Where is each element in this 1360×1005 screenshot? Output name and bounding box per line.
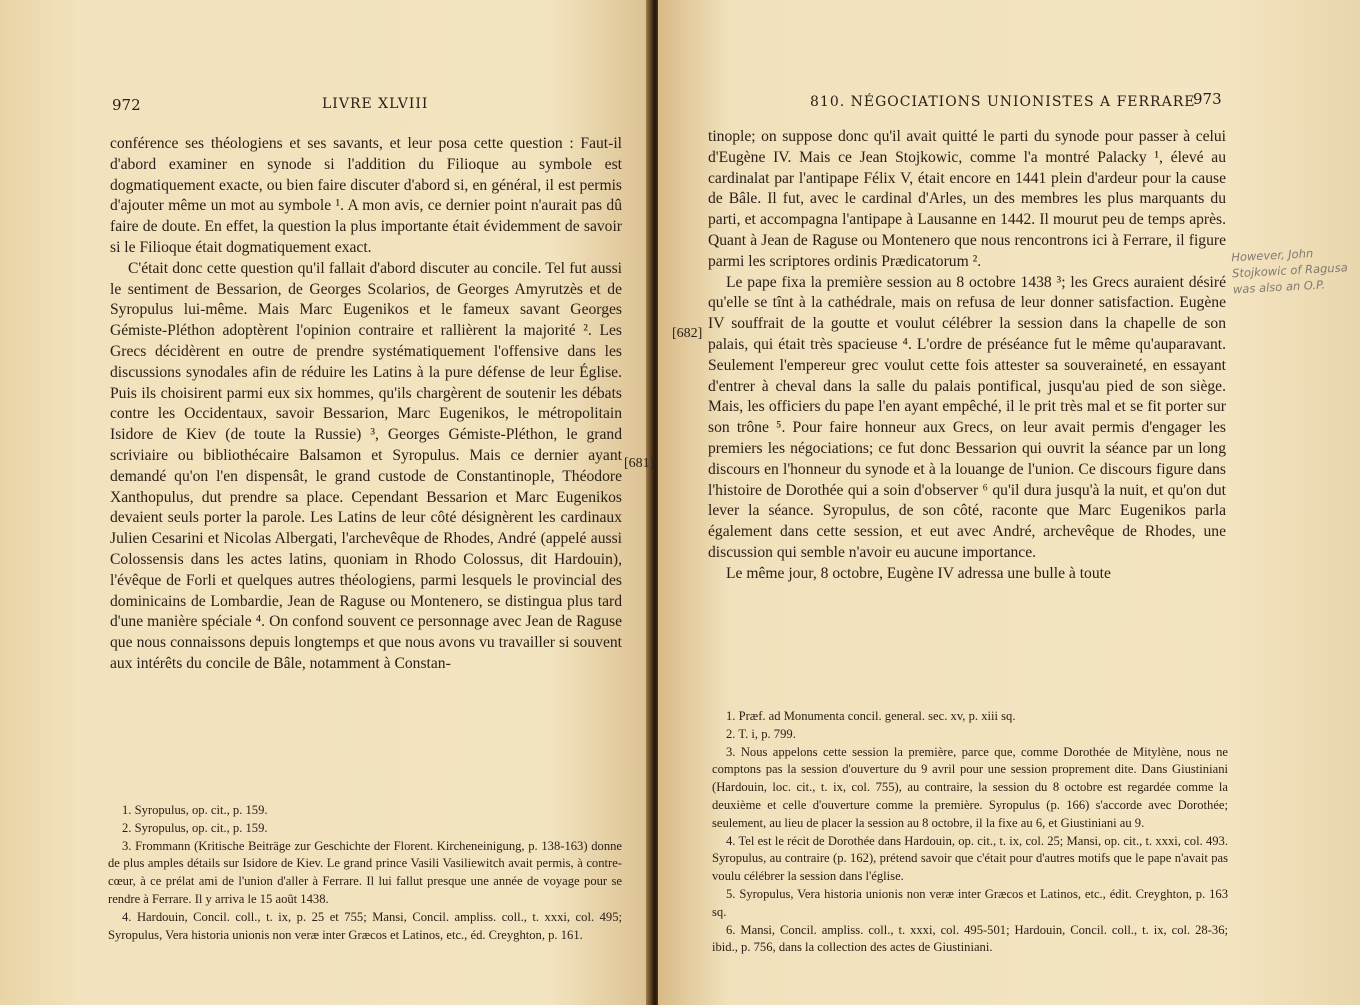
footnote: 4. Hardouin, Concil. coll., t. ix, p. 25 et 755; Mansi, Concil. ampliss. coll., t. xxxi, col. 495; Syropulus, Vera historia unionis non veræ inter Græcos et Latinos, etc., éd. Creyghton, p. 161. — [108, 909, 622, 942]
paragraph: Le même jour, 8 octobre, Eugène IV adressa une bulle à toute — [726, 564, 1111, 582]
footnotes-right — [712, 708, 1228, 957]
footnote: 4. Tel est le récit de Dorothée dans Hardouin, op. cit., t. ix, col. 25; Mansi, op. cit., t. xxxi, col. 493. Syropulus, au contraire (p. 162), prétend savoir que c'était pour d'autres motifs que le pape n'avait pas voulu célébrer la session dans l'église. — [712, 833, 1228, 884]
paragraph: Le pape fixa la première session au 8 octobre 1438 ³; les Grecs auraient désiré qu'elle se tînt à la cathédrale, mais on refusa de leur donner satisfaction. Eugène IV souffrait de la goutte et voulut célébrer la session dans la chapelle de son palais, qui était très spacieuse ⁴. L'ordre de préséance fut le même qu'auparavant. Seulement l'empereur grec voulut cette fois attester sa souveraineté, en essayant d'entrer à cheval dans la salle du palais pontifical, jusqu'au pied de son siège. Mais, les officiers du pape l'en ayant empêché, il le prit très mal et se fit porter sur son trône ⁵. Pour faire honneur aux Grecs, on leur avait permis d'engager les premiers les négociations; ce fut donc Bessarion qui ouvrit la séance par un long discours en l'honneur du synode et à la louange de l'union. Ce discours figure dans l'histoire de Dorothée qui a soin d'observer ⁶ qu'il dura jusqu'à la nuit, et qu'on dut lever la séance. Syropulus, de son côté, raconte que Marc Eugenikos parla également dans cette session, et eut avec André, archevêque de Rhodes, une discussion qui semble n'avoir eu aucune importance. — [708, 273, 1226, 561]
running-head-left: LIVRE XLVIII — [322, 96, 429, 112]
footnote: 2. T. i, p. 799. — [726, 726, 796, 741]
body-text-right — [708, 127, 1226, 585]
page-number-right: 973 — [1193, 90, 1222, 108]
right-page — [658, 0, 1360, 1005]
footnote: 3. Frommann (Kritische Beiträge zur Geschichte der Florent. Kircheneinigung, p. 138-163) donne de plus amples détails sur Isidore de Kiev. Le grand prince Vasili Vasiliewitch avait permis, à contre-cœur, à ce prélat ami de l'union d'aller à Ferrare. Il lui fallut presque une année de voyage pour se rendre à Ferrare. Il y arriva le 15 août 1438. — [108, 838, 622, 906]
footnote: 3. Nous appelons cette session la première, parce que, comme Dorothée de Mitylène, nous ne comptons pas la session d'ouverture du 9 avril pour une session proprement dite. Dans Giustiniani (Hardouin, loc. cit., t. ix, col. 755), au contraire, la session du 8 octobre est regardée comme la deuxième et celle d'ouverture comme la première. Syropulus (p. 166) s'accorde avec Dorothée; seulement, au lieu de placer la session au 8 octobre, il la fixe au 6, et Giustiniani au 9. — [712, 744, 1228, 830]
footnote: 5. Syropulus, Vera historia unionis non veræ inter Græcos et Latinos, etc., édit. Creyghton, p. 163 sq. — [712, 886, 1228, 919]
margin-marker-682: [682] — [672, 326, 703, 341]
paragraph: C'était donc cette question qu'il fallait d'abord discuter au concile. Tel fut aussi le sentiment de Bessarion, de Georges Scolarios, de Georges Amyrutzès et de Syropulus lui-même. Mais Marc Eugenikos et le fameux savant Georges Gémiste-Pléthon adoptèrent l'opinion contraire et rallièrent la majorité ². Les Grecs décidèrent en outre de prendre systématiquement l'offensive dans les discussions synodales afin de réduire les Latins à la pure défense de leur Église. Puis ils choisirent parmi eux six hommes, qu'ils chargèrent de soutenir les débats contre les Occidentaux, savoir Bessarion, Marc Eugenikos, le métropolitain Isidore de Kiev (de toute la Russie) ³, Georges Gémiste-Pléthon, le grand scriviaire ou bibliothécaire Balsamon et Syropulus. Mais ce dernier ayant demandé qu'on l'en dispensât, le grand custode de Constantinople, Théodore Xanthopulus, dut prendre sa place. Cependant Bessarion et Marc Eugenikos devaient seuls porter la parole. Les Latins de leur côté désignèrent les cardinaux Julien Cesarini et Nicolas Albergati, l'archevêque de Rhodes, André (appelé aussi Colossensis dans les actes latins, quoniam in Rhodo Colossus, dit Hardouin), l'évêque de Forli et quelques autres théologiens, parmi lesquels le provincial des dominicains de Lombardie, Jean de Raguse ou Montenero, se distingua plus tard d'une manière spéciale ⁴. On confond souvent ce personnage avec Jean de Raguse que nous connaissons depuis longtemps et que nous avons vu travailler si souvent aux intérêts du concile de Bâle, notamment à Constan- — [110, 259, 622, 672]
paragraph: tinople; on suppose donc qu'il avait quitté le parti du synode pour passer à celui d'Eugène IV. Mais ce Jean Stojkowic, comme l'a montré Palacky ¹, élevé au cardinalat par l'antipape Félix V, était encore en 1441 plein d'ardeur pour la cause de Bâle. Il fut, avec le cardinal d'Arles, un des membres les plus marquants du parti, et accompagna l'antipape à Lausanne en 1442. Il mourut peu de temps après. Quant à Jean de Raguse ou Montenero que nous rencontrons ici à Ferrare, il figure parmi les scriptores ordinis Prædicatorum ². — [708, 128, 1226, 270]
footnote: 1. Præf. ad Monumenta concil. general. sec. xv, p. xiii sq. — [726, 709, 1016, 723]
footnotes-left — [108, 802, 622, 944]
paragraph: conférence ses théologiens et ses savants, et leur posa cette question : Faut-il d'abord examiner en synode si l'addition du Filioque au symbole est dogmatiquement exacte, ou bien faire discuter d'abord si, en général, il est permis d'ajouter même un mot au symbole ¹. A mon avis, ce dernier point n'aurait pas dû faire de doute. En effet, la question la plus importante était évidemment de savoir si le Filioque était dogmatiquement exact. — [110, 135, 622, 256]
left-page — [0, 0, 655, 1005]
handwritten-annotation: However, John Stojkowic of Ragusa was also an O.P. — [1230, 246, 1349, 297]
body-text-left — [110, 134, 622, 675]
running-head-right: 810. NÉGOCIATIONS UNIONISTES A FERRARE — [810, 94, 1196, 110]
footnote: 1. Syropulus, op. cit., p. 159. — [122, 803, 268, 817]
footnote: 2. Syropulus, op. cit., p. 159. — [122, 820, 268, 835]
page-number-left: 972 — [112, 96, 141, 114]
footnote: 6. Mansi, Concil. ampliss. coll., t. xxxi, col. 495-501; Hardouin, Concil. coll., t. ix, col. 28-36; ibid., p. 756, dans la collection des actes de Giustiniani. — [712, 922, 1228, 955]
margin-marker-681: [681] — [624, 456, 655, 471]
